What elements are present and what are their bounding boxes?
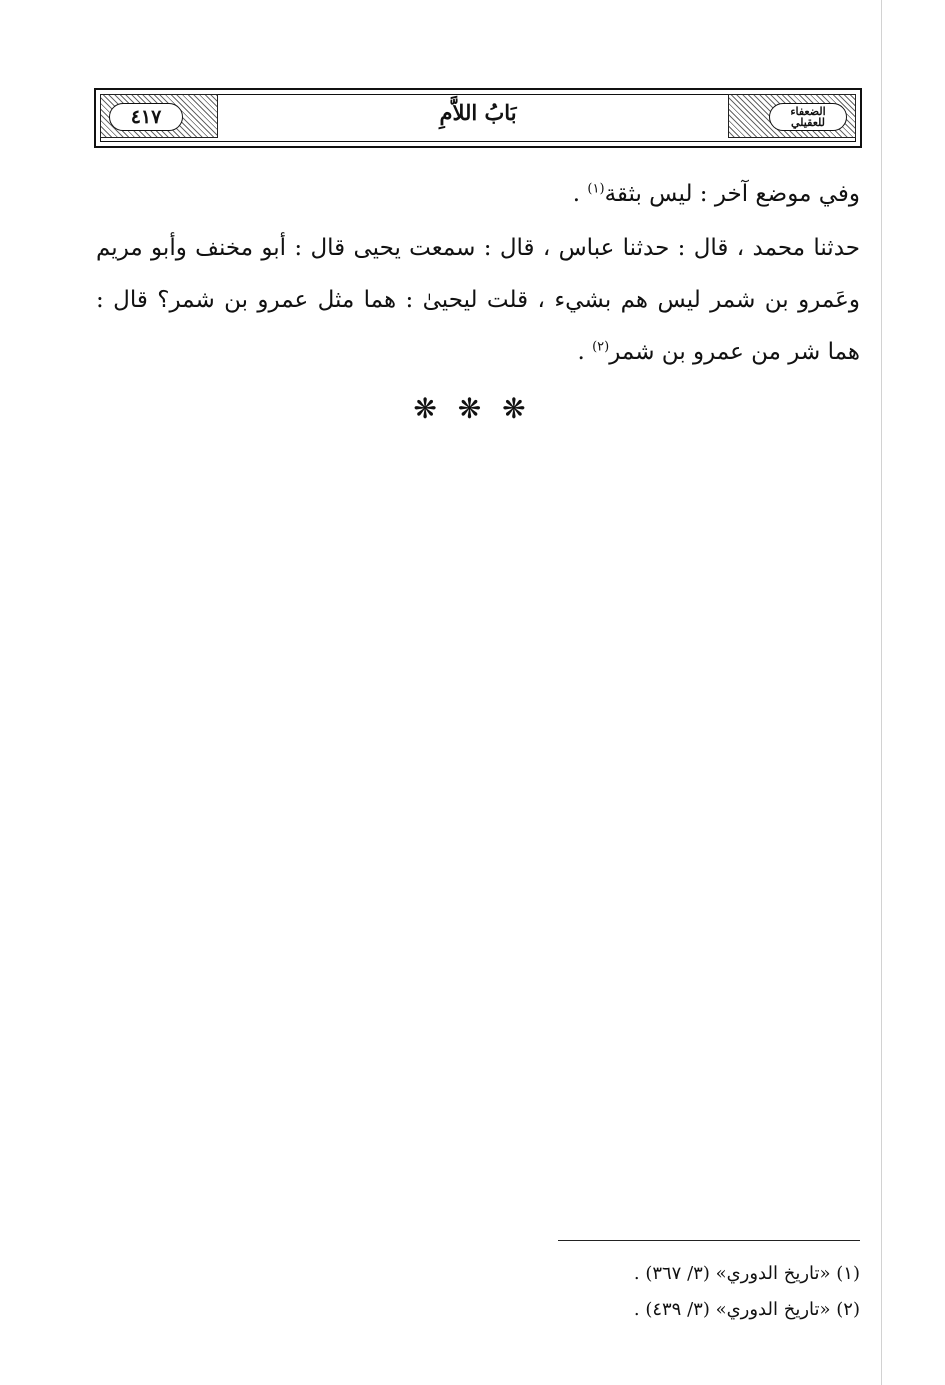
section-separator: ❋ ❋ ❋ [413,392,532,425]
paragraph-1-text: وفي موضع آخر : ليس بثقة [604,181,860,207]
paragraph-1-end: . [572,181,588,207]
paragraph-2-text: حدثنا محمد ، قال : حدثنا عباس ، قال : سمعت يحيى قال : أبو مخنف وأبو مريم وعَمرو بن شمر ليس هم بشيء ، قلت ليحيىٰ : هما مثل عمرو بن شمر؟ قال : هما شر من عمرو بن شمر [96,235,860,365]
page-number-cartouche [109,103,183,131]
paragraph-2-end: . [577,339,593,365]
ornament-panel-left [100,94,218,138]
paragraph-1 [96,168,860,220]
ornament-panel-right [728,94,856,138]
footnote-2: (٢) «تاريخ الدوري» (٣/ ٤٣٩) . [633,1299,860,1320]
series-name: الضعفاء للعقيلي [790,105,826,129]
page-header [94,88,862,148]
paragraph-2 [96,222,860,378]
scan-edge-line [881,0,882,1385]
footnote-ref-1[interactable]: (١) [587,181,605,197]
footnote-divider [558,1240,860,1241]
footnotes [160,1256,860,1328]
footnote-ref-2[interactable]: (٢) [592,339,610,355]
series-cartouche [769,103,847,131]
page-number: ٤١٧ [130,106,162,128]
chapter-title: بَابُ اللاَّمِ [439,100,517,125]
footnote-1: (١) «تاريخ الدوري» (٣/ ٣٦٧) . [633,1263,860,1284]
